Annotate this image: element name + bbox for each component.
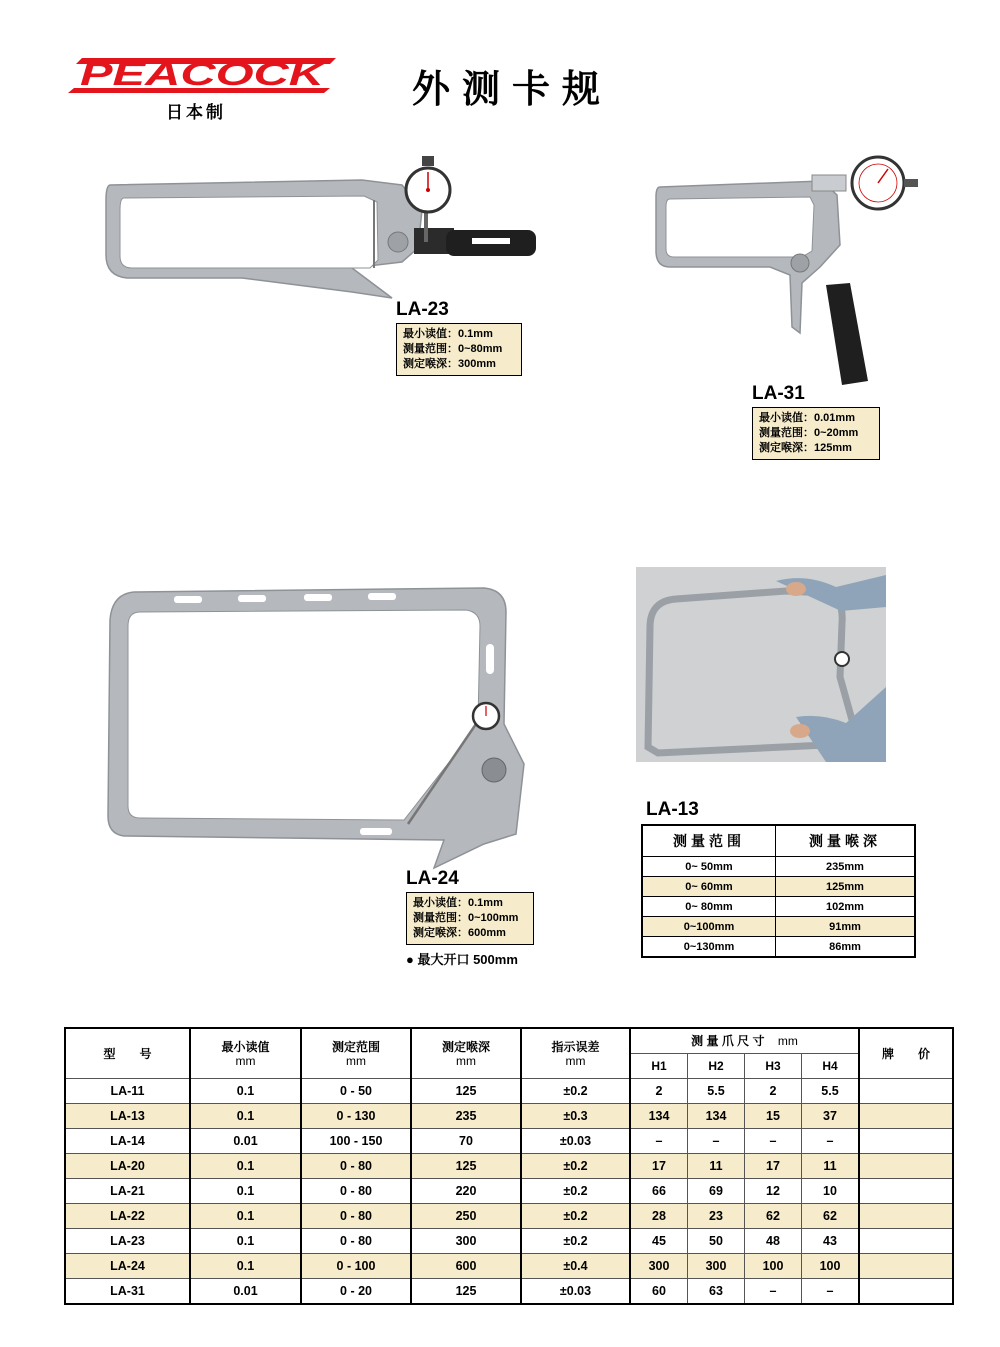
error-cell: ±0.03 [521,1129,630,1154]
depth-cell: 125 [411,1279,521,1305]
header-jaw-size [630,1028,859,1054]
h2-cell: 50 [688,1229,745,1254]
depth-cell: 300 [411,1229,521,1254]
table-row [642,937,915,958]
h3-cell: 100 [745,1254,802,1279]
la24-caliper-image [104,584,534,874]
h3-cell: 48 [745,1229,802,1254]
h4-cell: 62 [802,1204,860,1229]
depth-cell: 70 [411,1129,521,1154]
price-cell [859,1204,953,1229]
error-cell: ±0.2 [521,1154,630,1179]
page-title: 外测卡规 [412,69,613,111]
depth-cell: 600 [411,1254,521,1279]
range-cell: 0 - 80 [301,1229,411,1254]
la31-spec-min-read: 最小读值：0.01mm [759,412,855,424]
h3-cell: 15 [745,1104,802,1129]
h4-cell: 43 [802,1229,860,1254]
range-cell: 0 - 50 [301,1079,411,1104]
error-cell: ±0.3 [521,1104,630,1129]
table-row [642,857,915,877]
la13-depth-cell: 102mm [776,897,916,917]
min-read-cell: 0.01 [190,1279,301,1305]
h2-cell: 69 [688,1179,745,1204]
h4-cell: – [802,1129,860,1154]
header-min-read [190,1028,301,1079]
h1-cell: 17 [630,1154,688,1179]
h2-cell: 23 [688,1204,745,1229]
header-range-unit: mm [346,1053,366,1068]
la24-spec-depth: 测定喉深：600mm [413,927,506,939]
h4-cell: – [802,1279,860,1305]
h2-cell: 11 [688,1154,745,1179]
range-cell: 0 - 80 [301,1204,411,1229]
h1-cell: 66 [630,1179,688,1204]
la13-range-cell: 0~ 80mm [642,897,776,917]
svg-text:PEACOCK: PEACOCK [80,56,329,92]
range-cell: 0 - 80 [301,1154,411,1179]
range-cell: 100 - 150 [301,1129,411,1154]
header-min-read-unit: mm [235,1053,256,1068]
table-row [65,1204,953,1229]
h4-cell: 5.5 [802,1079,860,1104]
la13-range-cell: 0~130mm [642,937,776,958]
la13-model-label: LA-13 [646,799,699,820]
h3-cell: 2 [745,1079,802,1104]
h4-cell: 100 [802,1254,860,1279]
range-cell: 0 - 80 [301,1179,411,1204]
header-jaw-label: 测 量 爪 尺 寸 [691,1034,765,1048]
h3-cell: – [745,1129,802,1154]
la13-depth-cell: 125mm [776,877,916,897]
table-row [642,897,915,917]
depth-cell: 220 [411,1179,521,1204]
made-in-japan-label: 日本制 [166,103,226,122]
la31-spec-box [752,407,880,460]
table-row [65,1279,953,1305]
la13-range-cell: 0~ 60mm [642,877,776,897]
min-read-cell: 0.1 [190,1229,301,1254]
range-cell: 0 - 100 [301,1254,411,1279]
price-cell [859,1079,953,1104]
h1-cell: 300 [630,1254,688,1279]
la13-header-depth: 测量喉深 [776,825,916,857]
header-error [521,1028,630,1079]
model-cell: LA-22 [65,1204,190,1229]
min-read-cell: 0.1 [190,1154,301,1179]
min-read-cell: 0.01 [190,1129,301,1154]
la13-depth-cell: 91mm [776,917,916,937]
h2-cell: 134 [688,1104,745,1129]
la24-spec-range: 测量范围：0~100mm [413,912,519,924]
la24-spec-min-read: 最小读值：0.1mm [413,897,503,909]
header-model: 型 号 [65,1028,190,1079]
table-row [65,1179,953,1204]
la31-spec-range: 测量范围：0~20mm [759,427,859,439]
error-cell: ±0.4 [521,1254,630,1279]
h3-cell: – [745,1279,802,1305]
h1-cell: – [630,1129,688,1154]
min-read-cell: 0.1 [190,1079,301,1104]
h4-cell: 10 [802,1179,860,1204]
h3-cell: 17 [745,1154,802,1179]
h2-cell: 5.5 [688,1079,745,1104]
header-jaw-unit: mm [777,1034,798,1048]
h3-cell: 12 [745,1179,802,1204]
spec-table [64,1027,954,1305]
price-cell [859,1154,953,1179]
error-cell: ±0.2 [521,1079,630,1104]
la13-photo [636,567,886,762]
h2-cell: 63 [688,1279,745,1305]
la31-spec-depth: 测定喉深：125mm [759,442,852,454]
price-cell [859,1129,953,1154]
la31-caliper-image [652,155,922,390]
peacock-logo [68,52,336,97]
la23-spec-box [396,323,522,376]
price-cell [859,1229,953,1254]
la31-model-label: LA-31 [752,383,805,404]
la23-spec-range: 测量范围：0~80mm [403,343,503,355]
model-cell: LA-14 [65,1129,190,1154]
header-h4: H4 [802,1054,860,1079]
range-cell: 0 - 130 [301,1104,411,1129]
model-cell: LA-24 [65,1254,190,1279]
price-cell [859,1179,953,1204]
min-read-cell: 0.1 [190,1204,301,1229]
la13-range-cell: 0~100mm [642,917,776,937]
table-row [65,1129,953,1154]
table-row [65,1154,953,1179]
table-row [65,1104,953,1129]
price-cell [859,1254,953,1279]
depth-cell: 125 [411,1154,521,1179]
table-row [642,917,915,937]
model-cell: LA-21 [65,1179,190,1204]
la23-model-label: LA-23 [396,299,449,320]
header-h2: H2 [688,1054,745,1079]
h1-cell: 28 [630,1204,688,1229]
h1-cell: 45 [630,1229,688,1254]
la24-spec-box [406,892,534,945]
header-depth-unit: mm [456,1053,476,1068]
la23-spec-min-read: 最小读值：0.1mm [403,328,493,340]
h3-cell: 62 [745,1204,802,1229]
la13-range-table [641,824,916,958]
error-cell: ±0.2 [521,1229,630,1254]
spec-table-body [65,1079,953,1305]
range-cell: 0 - 20 [301,1279,411,1305]
header-depth [411,1028,521,1079]
h4-cell: 11 [802,1154,860,1179]
min-read-cell: 0.1 [190,1179,301,1204]
error-cell: ±0.2 [521,1204,630,1229]
h1-cell: 2 [630,1079,688,1104]
min-read-cell: 0.1 [190,1104,301,1129]
h1-cell: 134 [630,1104,688,1129]
la13-range-cell: 0~ 50mm [642,857,776,877]
depth-cell: 125 [411,1079,521,1104]
header-h1: H1 [630,1054,688,1079]
model-cell: LA-20 [65,1154,190,1179]
la13-depth-cell: 86mm [776,937,916,958]
table-row [65,1254,953,1279]
model-cell: LA-11 [65,1079,190,1104]
header-error-unit: mm [565,1053,586,1068]
h1-cell: 60 [630,1279,688,1305]
model-cell: LA-31 [65,1279,190,1305]
header-error-label: 指示误差 [551,1039,600,1054]
error-cell: ±0.03 [521,1279,630,1305]
la23-spec-depth: 测定喉深：300mm [403,358,496,370]
price-cell [859,1104,953,1129]
model-cell: LA-23 [65,1229,190,1254]
table-row [65,1079,953,1104]
header-h3: H3 [745,1054,802,1079]
la13-depth-cell: 235mm [776,857,916,877]
h2-cell: 300 [688,1254,745,1279]
header-range [301,1028,411,1079]
header-min-read-label: 最小读值 [221,1039,270,1054]
depth-cell: 250 [411,1204,521,1229]
la13-header-range: 测量范围 [642,825,776,857]
la24-model-label: LA-24 [406,868,459,889]
error-cell: ±0.2 [521,1179,630,1204]
model-cell: LA-13 [65,1104,190,1129]
header-price: 牌 价 [859,1028,953,1079]
depth-cell: 235 [411,1104,521,1129]
h2-cell: – [688,1129,745,1154]
h4-cell: 37 [802,1104,860,1129]
table-row [65,1229,953,1254]
header-range-label: 测定范围 [331,1039,380,1054]
header-depth-label: 测定喉深 [441,1039,490,1054]
price-cell [859,1279,953,1305]
min-read-cell: 0.1 [190,1254,301,1279]
la23-caliper-image [102,150,542,305]
la24-max-opening-note: ● 最大开口 500mm [406,952,518,967]
table-row [642,877,915,897]
